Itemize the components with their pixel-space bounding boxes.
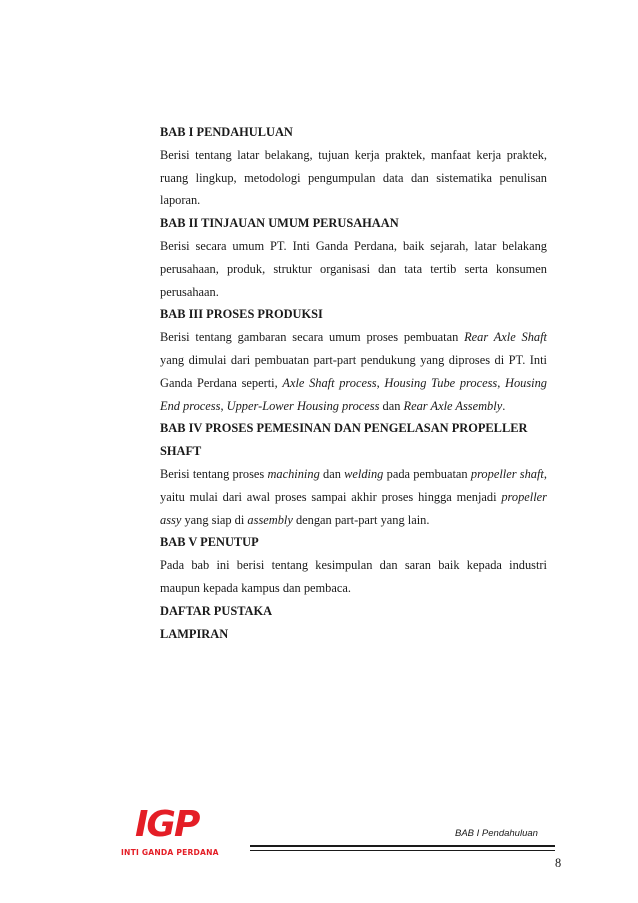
section-heading-bab-4: BAB IV PROSES PEMESINAN DAN PENGELASAN PROPELLER SHAFT	[160, 421, 528, 459]
logo-subtitle: INTI GANDA PERDANA	[121, 848, 219, 857]
chapter-footer-label: BAB I Pendahuluan	[455, 828, 538, 839]
section-heading-bab-1: BAB I PENDAHULUAN	[160, 125, 293, 139]
page-number: 8	[555, 856, 562, 870]
company-logo	[121, 804, 236, 863]
document-body	[160, 121, 547, 645]
section-heading-bab-5: BAB V PENUTUP	[160, 535, 259, 550]
logo-mark: IGP	[135, 804, 199, 845]
section-heading-daftar-pustaka: DAFTAR PUSTAKA	[160, 603, 273, 618]
section-heading-lampiran: LAMPIRAN	[160, 626, 229, 641]
section-text-bab-1: Berisi tentang latar belakang, tujuan kerja praktek, manfaat kerja praktek, ruang lingkup, metodologi pengumpulan data dan sistematika penulisan laporan.	[160, 147, 547, 208]
section-text-bab-5: Pada bab ini berisi tentang kesimpulan dan saran baik kepada industri maupun kepada kampus dan pembaca.	[160, 558, 547, 595]
section-text-bab-3: Berisi tentang gambaran secara umum proses pembuatan Rear Axle Shaft yang dimulai dari pembuatan part-part pendukung yang diproses di PT. Inti Ganda Perdana seperti, Axle Shaft process, Housing Tube process, Housing End process, Upper-Lower Housing process dan Rear Axle Assembly.	[160, 330, 547, 413]
section-heading-bab-3: BAB III PROSES PRODUKSI	[160, 307, 323, 322]
section-text-bab-2: Berisi secara umum PT. Inti Ganda Perdana, baik sejarah, latar belakang perusahaan, produk, struktur organisasi dan tata tertib serta konsumen perusahaan.	[160, 238, 547, 299]
footer-divider-thick	[250, 845, 555, 847]
section-heading-bab-2: BAB II TINJAUAN UMUM PERUSAHAAN	[160, 216, 399, 231]
section-text-bab-4: Berisi tentang proses machining dan welding pada pembuatan propeller shaft, yaitu mulai dari awal proses sampai akhir proses hingga menjadi propeller assy yang siap di assembly dengan part-part yang lain.	[160, 466, 547, 527]
footer-divider-thin	[250, 850, 555, 851]
